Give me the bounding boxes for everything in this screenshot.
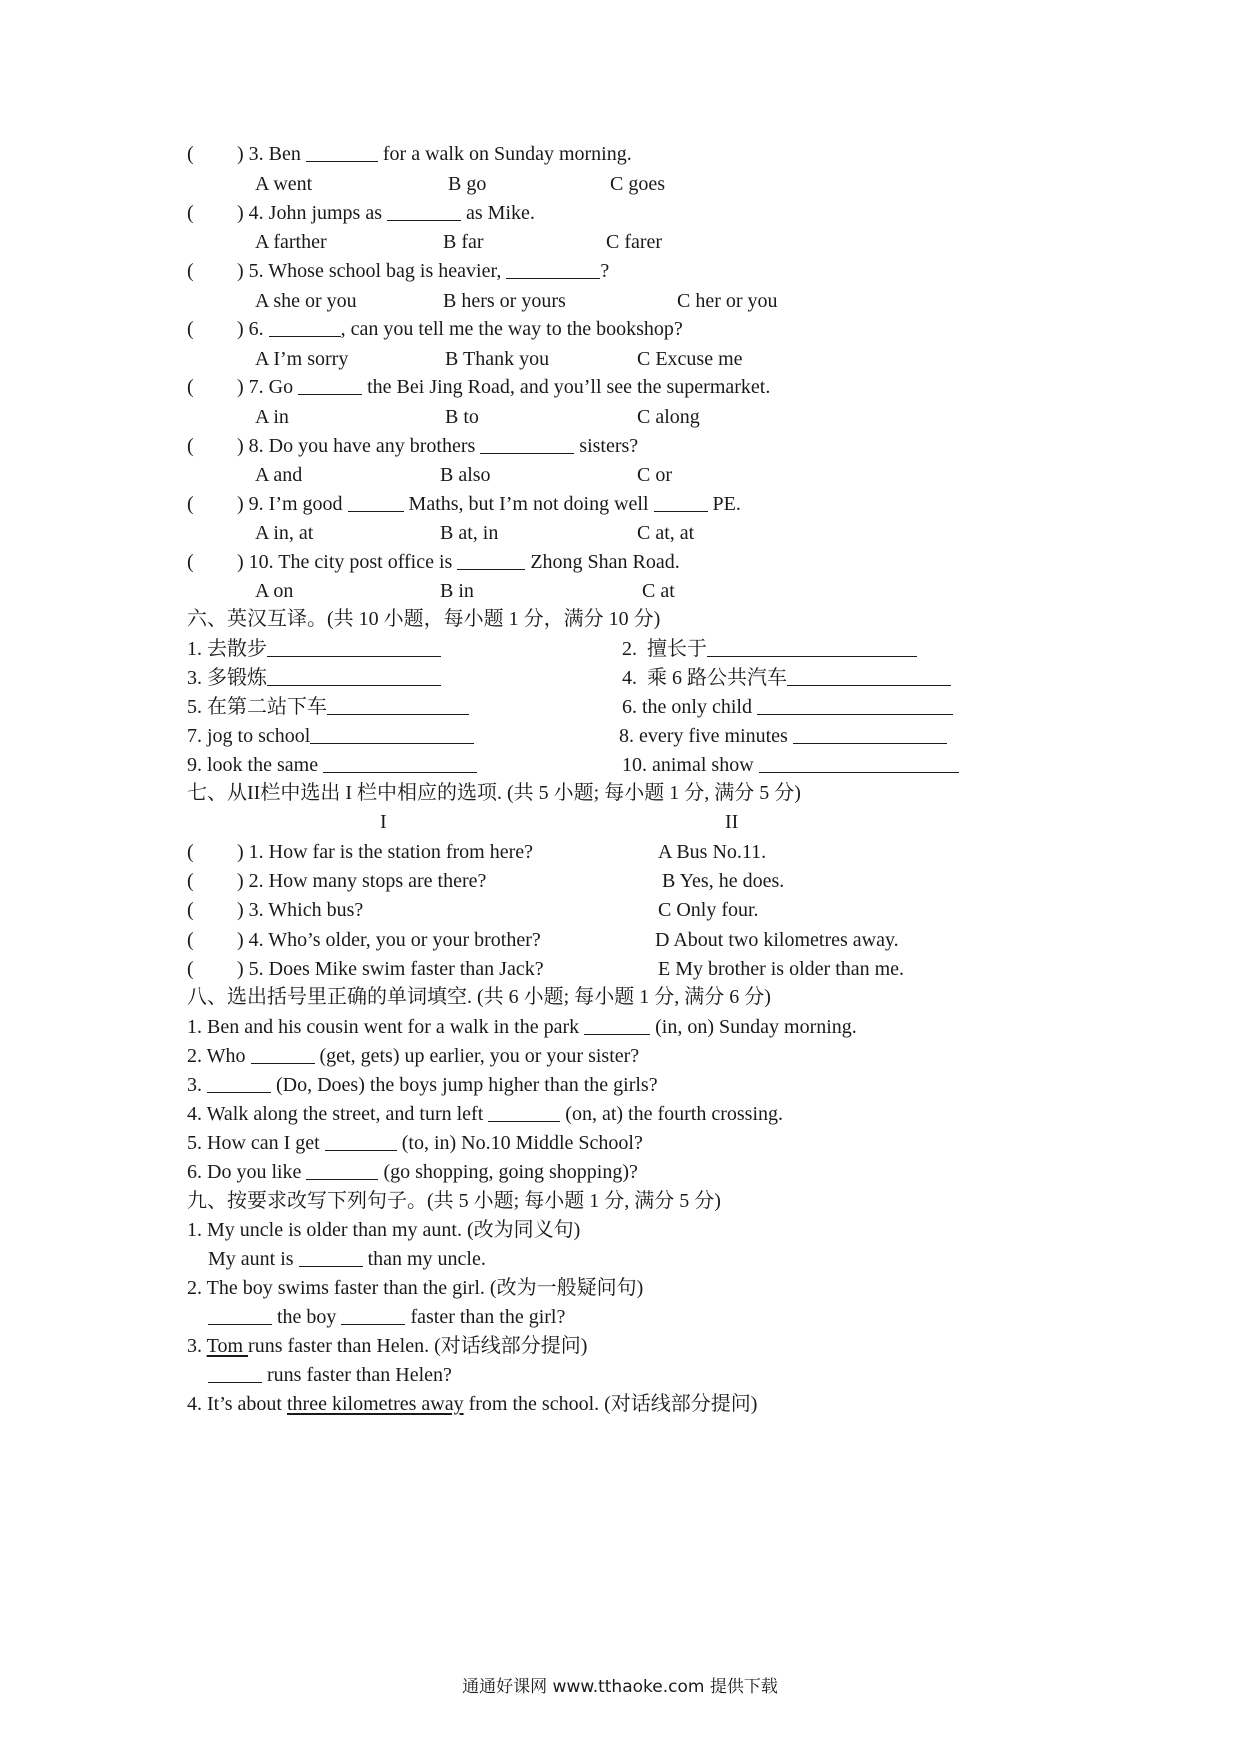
option-a: A she or you xyxy=(255,290,357,312)
answer-blank[interactable] xyxy=(207,1074,271,1093)
match-option-b: B Yes, he does. xyxy=(662,870,785,892)
section-header: 六、英汉互译。(共 10 小题，每小题 1 分，满分 10 分) xyxy=(187,608,661,630)
option-c: C at, at xyxy=(637,522,695,544)
answer-paren: ( xyxy=(187,899,194,921)
rewrite-question-3: 3. Tom runs faster than Helen. (对话线部分提问) xyxy=(187,1335,588,1357)
answer-blank[interactable] xyxy=(251,1045,315,1064)
answer-blank[interactable] xyxy=(306,1161,378,1180)
match-option-e: E My brother is older than me. xyxy=(658,958,905,980)
answer-blank[interactable] xyxy=(299,1248,363,1267)
rewrite-answer-3: runs faster than Helen? xyxy=(208,1363,452,1387)
option-a: A and xyxy=(255,464,303,486)
option-a: A I’m sorry xyxy=(255,348,349,370)
translate-item-1: 1. 去散步 xyxy=(187,637,441,661)
question-7: ) 7. Go the Bei Jing Road, and you’ll see the supermarket. xyxy=(237,376,771,398)
answer-blank[interactable] xyxy=(457,551,525,570)
underlined-part: three kilometres away xyxy=(287,1393,464,1415)
match-question-4: ) 4. Who’s older, you or your brother? xyxy=(237,929,541,951)
answer-blank[interactable] xyxy=(480,435,574,454)
question-5: ) 5. Whose school bag is heavier, ? xyxy=(237,260,610,282)
fill-item-6: 6. Do you like (go shopping, going shopping)? xyxy=(187,1161,638,1183)
option-b: B far xyxy=(443,231,484,253)
answer-blank[interactable] xyxy=(793,725,947,744)
answer-paren: ( xyxy=(187,958,194,980)
translate-item-8: 8. every five minutes xyxy=(619,724,947,748)
question-3: ) 3. Ben for a walk on Sunday morning. xyxy=(237,143,632,165)
answer-blank[interactable] xyxy=(306,143,378,162)
match-question-5: ) 5. Does Mike swim faster than Jack? xyxy=(237,958,544,980)
option-c: C at xyxy=(642,580,675,602)
column-heading-i: I xyxy=(380,811,387,833)
fill-item-3: 3. (Do, Does) the boys jump higher than the girls? xyxy=(187,1074,658,1096)
fill-item-2: 2. Who (get, gets) up earlier, you or your sister? xyxy=(187,1045,640,1067)
option-c: C Excuse me xyxy=(637,348,743,370)
option-b: B go xyxy=(448,173,487,195)
underlined-part: Tom xyxy=(206,1335,249,1357)
option-c: C her or you xyxy=(677,290,778,312)
rewrite-question-4: 4. It’s about three kilometres away from the school. (对话线部分提问) xyxy=(187,1393,758,1415)
answer-blank[interactable] xyxy=(506,260,600,279)
answer-blank[interactable] xyxy=(387,202,461,221)
answer-paren: ( xyxy=(187,929,194,951)
fill-item-1: 1. Ben and his cousin went for a walk in the park (in, on) Sunday morning. xyxy=(187,1016,857,1038)
option-b: B in xyxy=(440,580,474,602)
option-a: A went xyxy=(255,173,313,195)
answer-blank[interactable] xyxy=(325,1132,397,1151)
answer-paren: ( xyxy=(187,493,194,515)
answer-blank[interactable] xyxy=(757,696,953,715)
page-footer: 通通好课网 www.tthaoke.com 提供下载 xyxy=(462,1677,778,1697)
match-question-2: ) 2. How many stops are there? xyxy=(237,870,487,892)
translate-item-3: 3. 多锻炼 xyxy=(187,666,441,690)
translate-item-9: 9. look the same xyxy=(187,753,477,777)
option-a: A on xyxy=(255,580,294,602)
section-header: 九、按要求改写下列句子。(共 5 小题; 每小题 1 分, 满分 5 分) xyxy=(187,1190,721,1212)
match-question-1: ) 1. How far is the station from here? xyxy=(237,841,534,863)
answer-blank[interactable] xyxy=(654,493,708,512)
answer-blank[interactable] xyxy=(584,1016,650,1035)
translate-item-5: 5. 在第二站下车 xyxy=(187,695,469,719)
option-b: B Thank you xyxy=(445,348,550,370)
answer-blank[interactable] xyxy=(787,667,951,686)
section-header: 七、从II栏中选出 I 栏中相应的选项. (共 5 小题; 每小题 1 分, 满分 5 分) xyxy=(187,782,801,804)
rewrite-question-1: 1. My uncle is older than my aunt. (改为同义句) xyxy=(187,1219,581,1241)
answer-paren: ( xyxy=(187,435,194,457)
fill-item-5: 5. How can I get (to, in) No.10 Middle School? xyxy=(187,1132,643,1154)
answer-blank[interactable] xyxy=(323,754,477,773)
translate-item-4: 4. 乘 6 路公共汽车 xyxy=(622,666,951,690)
answer-blank[interactable] xyxy=(267,638,441,657)
answer-blank[interactable] xyxy=(488,1103,560,1122)
answer-blank[interactable] xyxy=(269,318,341,337)
rewrite-answer-1: My aunt is than my uncle. xyxy=(208,1248,486,1270)
answer-paren: ( xyxy=(187,841,194,863)
option-b: B also xyxy=(440,464,491,486)
option-c: C along xyxy=(637,406,700,428)
answer-blank[interactable] xyxy=(341,1306,405,1325)
question-6: ) 6. , can you tell me the way to the bookshop? xyxy=(237,318,683,340)
column-heading-ii: II xyxy=(725,811,739,833)
match-option-d: D About two kilometres away. xyxy=(655,929,899,951)
option-a: A in xyxy=(255,406,289,428)
answer-blank[interactable] xyxy=(348,493,404,512)
answer-paren: ( xyxy=(187,202,194,224)
translate-item-2: 2. 擅长于 xyxy=(622,637,917,661)
question-8: ) 8. Do you have any brothers sisters? xyxy=(237,435,639,457)
option-c: C farer xyxy=(606,231,663,253)
match-option-c: C Only four. xyxy=(658,899,759,921)
answer-blank[interactable] xyxy=(267,667,441,686)
answer-blank[interactable] xyxy=(208,1364,262,1383)
answer-paren: ( xyxy=(187,376,194,398)
answer-blank[interactable] xyxy=(298,376,362,395)
answer-paren: ( xyxy=(187,260,194,282)
answer-blank[interactable] xyxy=(759,754,959,773)
fill-item-4: 4. Walk along the street, and turn left (on, at) the fourth crossing. xyxy=(187,1103,784,1125)
question-4: ) 4. John jumps as as Mike. xyxy=(237,202,535,224)
answer-paren: ( xyxy=(187,318,194,340)
translate-item-10: 10. animal show xyxy=(622,753,959,777)
translate-item-7: 7. jog to school xyxy=(187,724,474,748)
answer-blank[interactable] xyxy=(310,725,474,744)
match-question-3: ) 3. Which bus? xyxy=(237,899,364,921)
option-c: C goes xyxy=(610,173,665,195)
option-b: B at, in xyxy=(440,522,499,544)
answer-paren: ( xyxy=(187,143,194,165)
translate-item-6: 6. the only child xyxy=(622,695,953,719)
question-10: ) 10. The city post office is Zhong Shan Road. xyxy=(237,551,680,573)
answer-blank[interactable] xyxy=(208,1306,272,1325)
rewrite-answer-2: the boy faster than the girl? xyxy=(208,1305,565,1329)
answer-blank[interactable] xyxy=(327,696,469,715)
option-c: C or xyxy=(637,464,672,486)
question-9: ) 9. I’m good Maths, but I’m not doing well PE. xyxy=(237,493,741,515)
option-b: B to xyxy=(445,406,479,428)
option-a: A in, at xyxy=(255,522,314,544)
section-header: 八、选出括号里正确的单词填空. (共 6 小题; 每小题 1 分, 满分 6 分) xyxy=(187,986,771,1008)
answer-blank[interactable] xyxy=(707,638,917,657)
option-b: B hers or yours xyxy=(443,290,566,312)
answer-paren: ( xyxy=(187,551,194,573)
option-a: A farther xyxy=(255,231,327,253)
match-option-a: A Bus No.11. xyxy=(658,841,767,863)
rewrite-question-2: 2. The boy swims faster than the girl. (改为一般疑问句) xyxy=(187,1277,644,1299)
answer-paren: ( xyxy=(187,870,194,892)
